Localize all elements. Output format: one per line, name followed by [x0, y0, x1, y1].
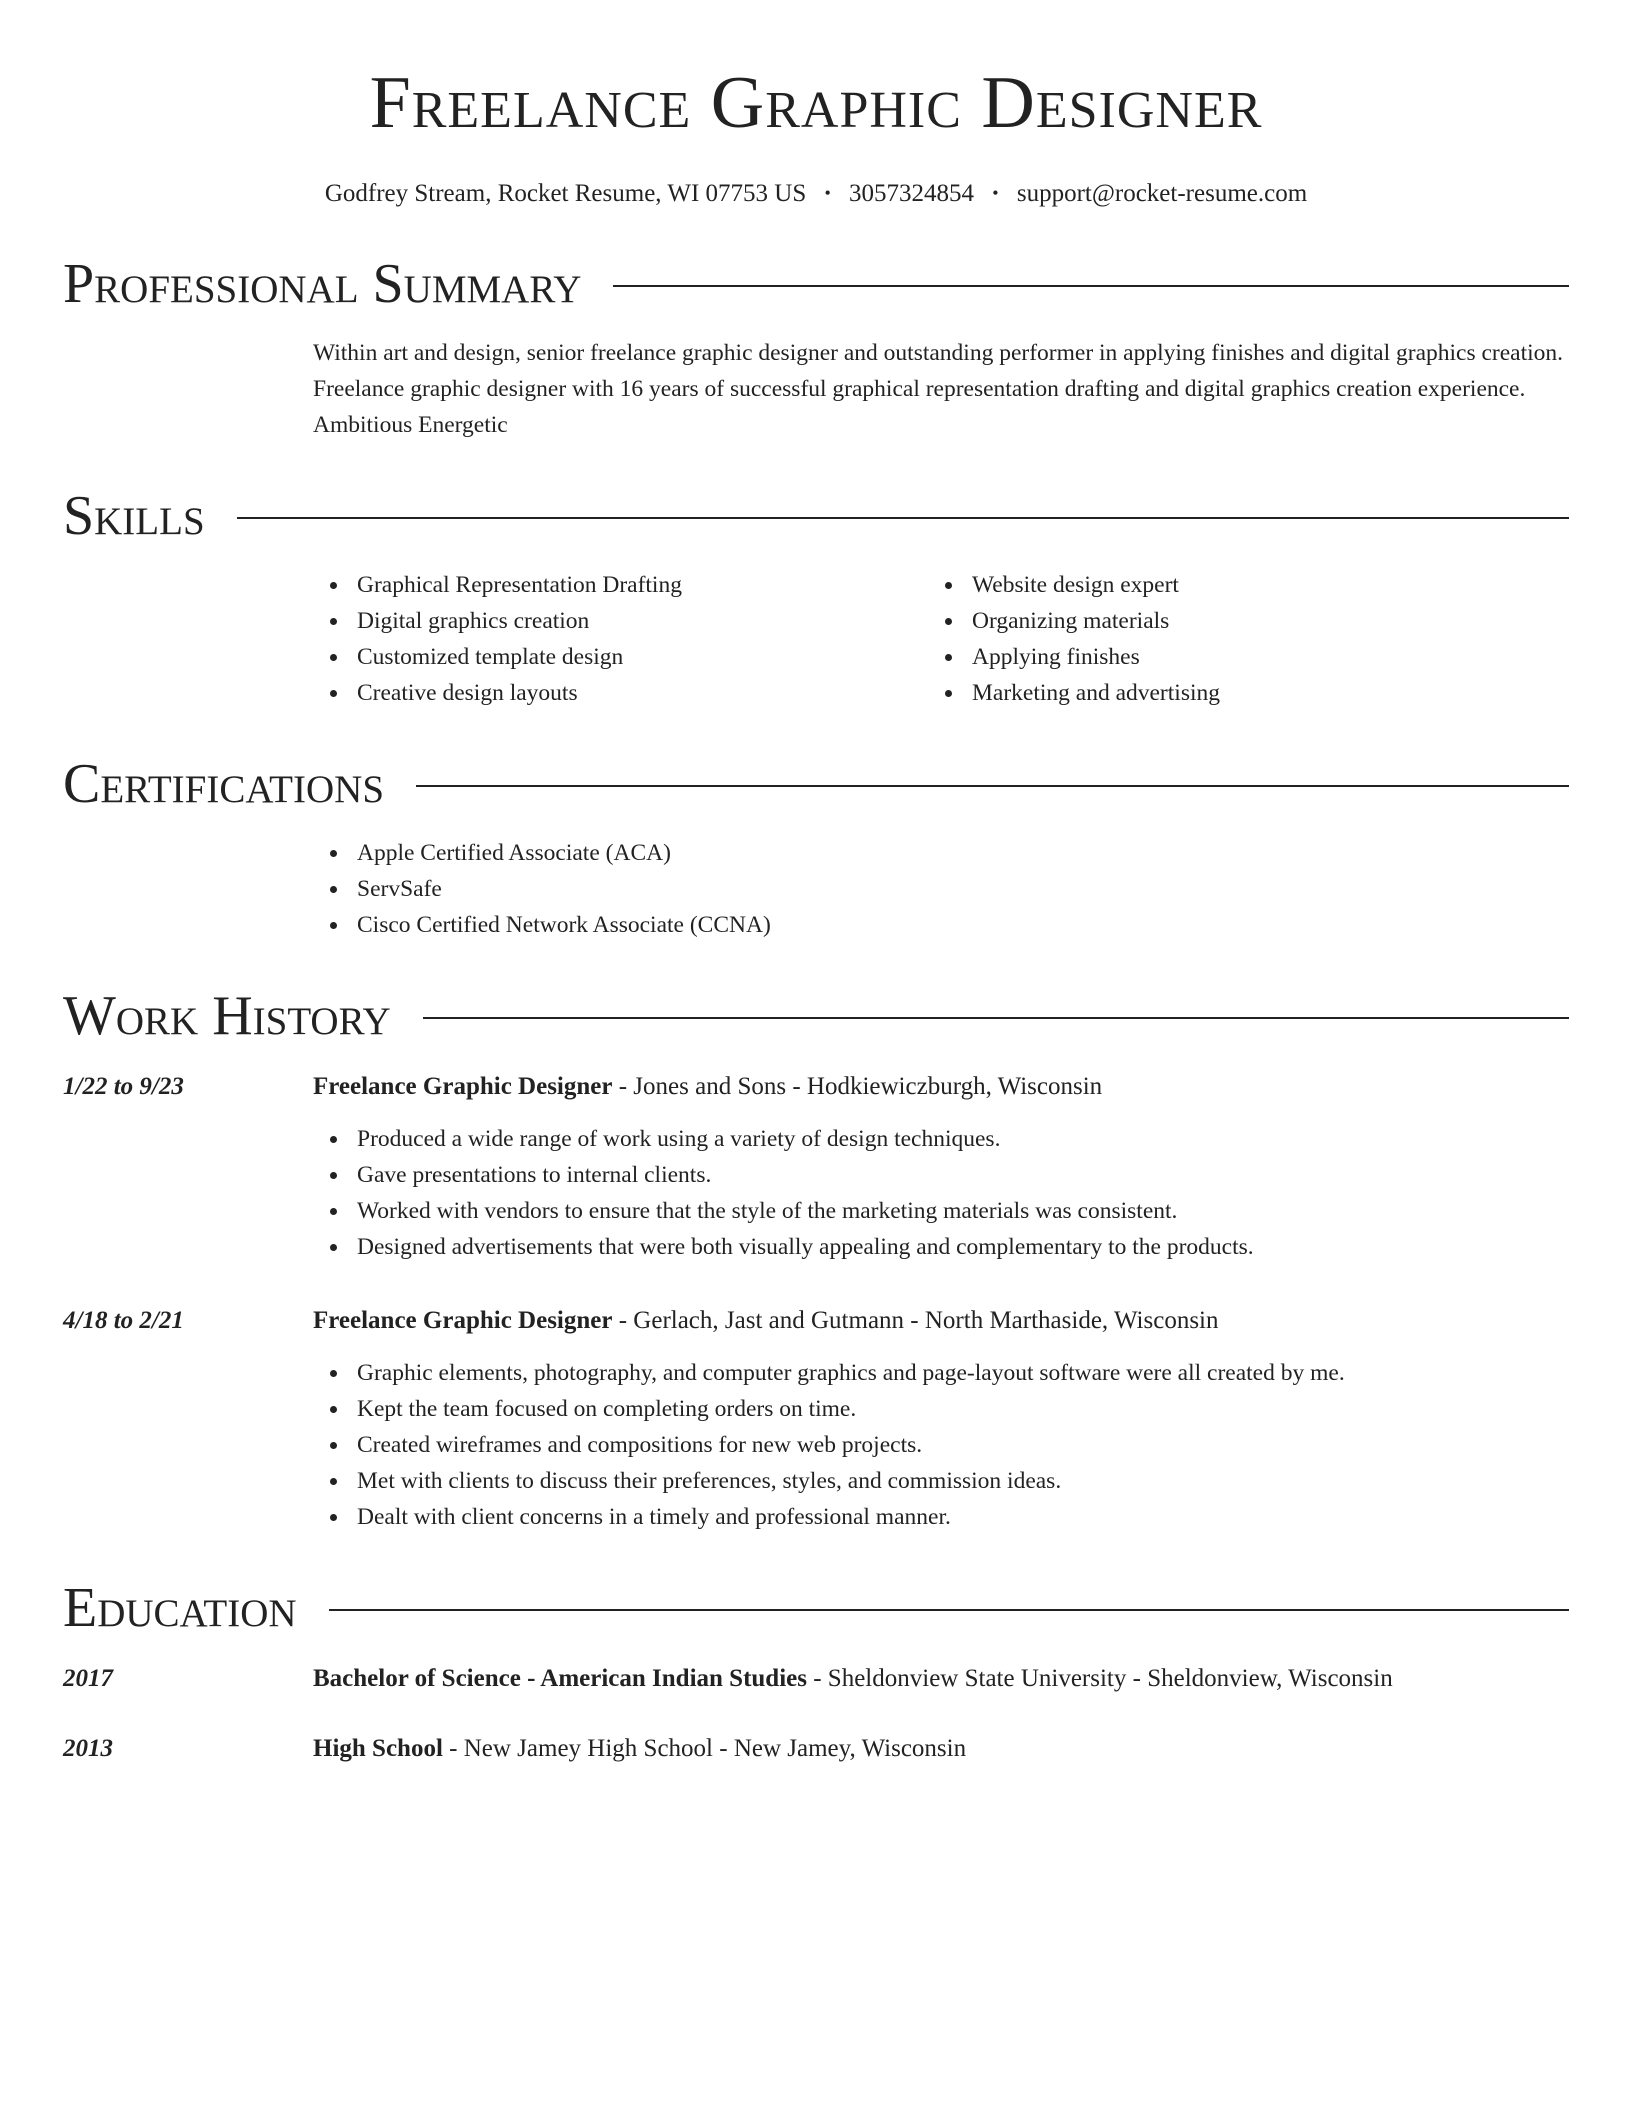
skill-item: Website design expert: [972, 567, 1543, 603]
skills-section-title: Skills: [63, 485, 205, 547]
skill-item: Organizing materials: [972, 603, 1543, 639]
work-dates: 4/18 to 2/21: [63, 1307, 184, 1334]
certification-item: Apple Certified Associate (ACA): [357, 835, 1569, 871]
certifications-body: [313, 835, 1569, 943]
skill-item: Creative design layouts: [357, 675, 928, 711]
work-entry: [63, 1069, 1569, 1265]
education-entry-heading: [313, 1731, 1569, 1767]
section-divider: [423, 1017, 1569, 1019]
contact-line: [63, 176, 1569, 211]
section-divider: [416, 785, 1569, 787]
contact-phone: 3057324854: [849, 180, 975, 207]
work-duties-list: [313, 1355, 1569, 1535]
skill-item: Marketing and advertising: [972, 675, 1543, 711]
section-divider: [329, 1609, 1569, 1611]
work-duty-item: Produced a wide range of work using a variety of design techniques.: [357, 1121, 1569, 1157]
education-school-location: - Sheldonview State University - Sheldonview, Wisconsin: [806, 1665, 1393, 1692]
section-divider: [613, 285, 1569, 287]
skills-column-left: [313, 567, 928, 711]
education-degree: Bachelor of Science - American Indian Studies: [313, 1665, 807, 1692]
certifications-section-title: Certifications: [63, 753, 385, 815]
resume-name: Freelance Graphic Designer: [369, 62, 1263, 144]
skills-body: [313, 567, 1569, 711]
education-section-title: Education: [63, 1577, 297, 1639]
work-duty-item: Kept the team focused on completing orders on time.: [357, 1391, 1569, 1427]
work-duty-item: Met with clients to discuss their preferences, styles, and commission ideas.: [357, 1463, 1569, 1499]
contact-address: Godfrey Stream, Rocket Resume, WI 07753 US: [324, 180, 807, 207]
education-year: 2013: [63, 1735, 113, 1762]
contact-separator: •: [992, 183, 999, 203]
skills-section-header: [63, 483, 1569, 549]
work-dates: 1/22 to 9/23: [63, 1073, 184, 1100]
certifications-list: [313, 835, 1569, 943]
summary-section-title: Professional Summary: [63, 253, 582, 315]
summary-body: [313, 335, 1569, 443]
skills-list-right: [928, 567, 1543, 711]
certification-item: ServSafe: [357, 871, 1569, 907]
contact-separator: •: [824, 183, 831, 203]
contact-email: support@rocket-resume.com: [1016, 180, 1308, 207]
work-duty-item: Designed advertisements that were both visually appealing and complementary to the products.: [357, 1229, 1569, 1265]
certifications-section-header: [63, 751, 1569, 817]
education-year: 2017: [63, 1665, 113, 1692]
work-section-header: [63, 983, 1569, 1049]
work-duty-item: Dealt with client concerns in a timely and professional manner.: [357, 1499, 1569, 1535]
work-role: Freelance Graphic Designer: [313, 1073, 613, 1100]
work-duties-list: [313, 1121, 1569, 1265]
summary-section-header: [63, 251, 1569, 317]
work-duty-item: Created wireframes and compositions for new web projects.: [357, 1427, 1569, 1463]
skills-column-right: [928, 567, 1543, 711]
education-entry: [63, 1661, 1569, 1697]
work-role: Freelance Graphic Designer: [313, 1307, 613, 1334]
skill-item: Digital graphics creation: [357, 603, 928, 639]
work-section-title: Work History: [63, 985, 391, 1047]
skill-item: Applying finishes: [972, 639, 1543, 675]
work-entry-main: [313, 1069, 1569, 1265]
certification-item: Cisco Certified Network Associate (CCNA): [357, 907, 1569, 943]
section-divider: [237, 517, 1569, 519]
education-degree: High School: [313, 1735, 443, 1762]
work-entry-heading: [313, 1069, 1569, 1105]
education-section-header: [63, 1575, 1569, 1641]
work-entry-main: [313, 1303, 1569, 1535]
work-duty-item: Gave presentations to internal clients.: [357, 1157, 1569, 1193]
summary-text: Within art and design, senior freelance graphic designer and outstanding performer in applying finishes and digital graphics creation. Freelance graphic designer with 16 years of successful graphical representation drafting and digital graphics creation experience. Ambitious Energetic: [313, 340, 1564, 438]
work-employer-location: - Jones and Sons - Hodkiewiczburgh, Wisconsin: [612, 1073, 1103, 1100]
work-duty-item: Graphic elements, photography, and computer graphics and page-layout software were all created by me.: [357, 1355, 1569, 1391]
work-entry-heading: [313, 1303, 1569, 1339]
skill-item: Graphical Representation Drafting: [357, 567, 928, 603]
education-entry-heading: [313, 1661, 1569, 1697]
skills-list-left: [313, 567, 928, 711]
skill-item: Customized template design: [357, 639, 928, 675]
education-entry-main: [313, 1731, 1569, 1767]
education-entry-main: [313, 1661, 1569, 1697]
work-duty-item: Worked with vendors to ensure that the style of the marketing materials was consistent.: [357, 1193, 1569, 1229]
education-school-location: - New Jamey High School - New Jamey, Wisconsin: [442, 1735, 967, 1762]
education-entry: [63, 1731, 1569, 1767]
work-employer-location: - Gerlach, Jast and Gutmann - North Marthaside, Wisconsin: [612, 1307, 1219, 1334]
work-entry: [63, 1303, 1569, 1535]
